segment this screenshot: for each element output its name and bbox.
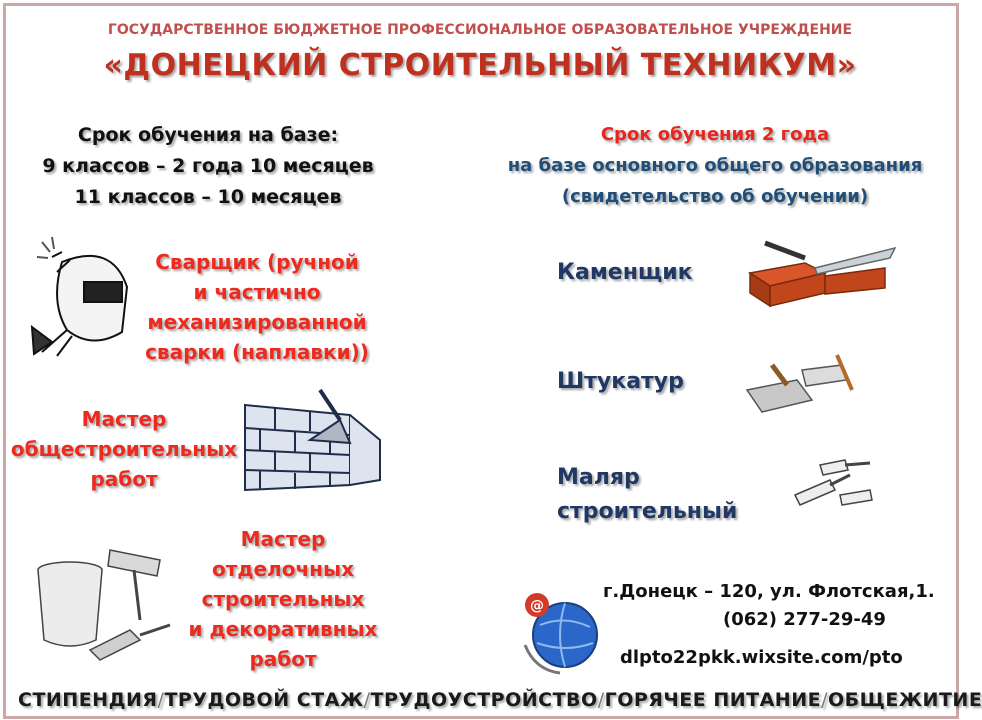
right-term-line: на базе основного общего образования <box>507 155 923 176</box>
organization-line: ГОСУДАРСТВЕННОЕ БЮДЖЕТНОЕ ПРОФЕССИОНАЛЬНОЕ ОБРАЗОВАТЕЛЬНОЕ УЧРЕЖДЕНИЕ <box>107 22 853 38</box>
left-term-line: 11 классов – 10 месяцев <box>74 186 342 208</box>
page-title: «ДОНЕЦКИЙ СТРОИТЕЛЬНЫЙ ТЕХНИКУМ» <box>103 48 857 83</box>
footer-item: ТРУДОВОЙ СТАЖ <box>164 689 364 711</box>
footer-item: ТРУДОУСТРОЙСТВО <box>370 689 598 711</box>
footer-item: ОБЩЕЖИТИЕ <box>828 689 982 711</box>
profession-construction-master <box>4 404 244 494</box>
footer-item: СТИПЕНДИЯ <box>18 689 158 711</box>
contact-address: г.Донецк – 120, ул. Флотская,1. <box>603 581 935 602</box>
profession-finishing-master <box>168 524 398 674</box>
footer-separator: / <box>597 689 605 711</box>
left-term-line: Срок обучения на базе: <box>77 124 339 146</box>
profession-line: Мастер <box>81 407 167 431</box>
welding-mask-icon <box>22 232 142 360</box>
profession-line: работ <box>90 467 158 491</box>
profession-line: общестроительных <box>10 437 238 461</box>
profession-line: работ <box>249 647 317 671</box>
right-term-line: (свидетельство об обучении) <box>561 186 869 207</box>
profession-plasterer <box>557 365 684 399</box>
profession-painter <box>557 461 737 529</box>
profession-line: строительных <box>201 587 365 611</box>
profession-bricklayer <box>557 256 693 290</box>
benefits-footer <box>18 689 982 711</box>
profession-line: и частично <box>193 280 321 304</box>
profession-line: механизированной <box>147 310 367 334</box>
profession-line: Маляр <box>557 465 640 490</box>
footer-separator: / <box>363 689 371 711</box>
profession-line: Мастер <box>240 527 326 551</box>
left-term-line: 9 классов – 2 года 10 месяцев <box>42 155 374 177</box>
svg-text:@: @ <box>530 598 544 614</box>
profession-line: Сварщик (ручной <box>155 250 359 274</box>
profession-line: Каменщик <box>557 260 693 285</box>
footer-separator: / <box>157 689 165 711</box>
profession-line: Штукатур <box>557 369 684 394</box>
globe-at-icon <box>515 585 610 680</box>
profession-line: отделочных <box>212 557 354 581</box>
right-term-line: Срок обучения 2 года <box>600 124 830 145</box>
profession-line: строительный <box>557 499 738 524</box>
left-study-terms <box>8 120 408 213</box>
profession-line: и декоративных <box>188 617 378 641</box>
profession-welder <box>132 247 382 367</box>
footer-separator: / <box>821 689 828 711</box>
contact-phone: (062) 277-29-49 <box>723 609 886 630</box>
paint-brushes-icon <box>790 455 880 525</box>
footer-item: ГОРЯЧЕЕ ПИТАНИЕ <box>604 689 822 711</box>
paint-bucket-roller-icon <box>30 530 175 670</box>
bricks-trowel-icon <box>745 228 905 308</box>
profession-line: сварки (наплавки)) <box>145 340 369 364</box>
brick-wall-trowel-icon <box>240 385 390 497</box>
plaster-tools-icon <box>742 350 857 418</box>
contact-website[interactable]: dlpto22pkk.wixsite.com/pto <box>620 647 903 668</box>
right-study-terms <box>470 119 960 212</box>
